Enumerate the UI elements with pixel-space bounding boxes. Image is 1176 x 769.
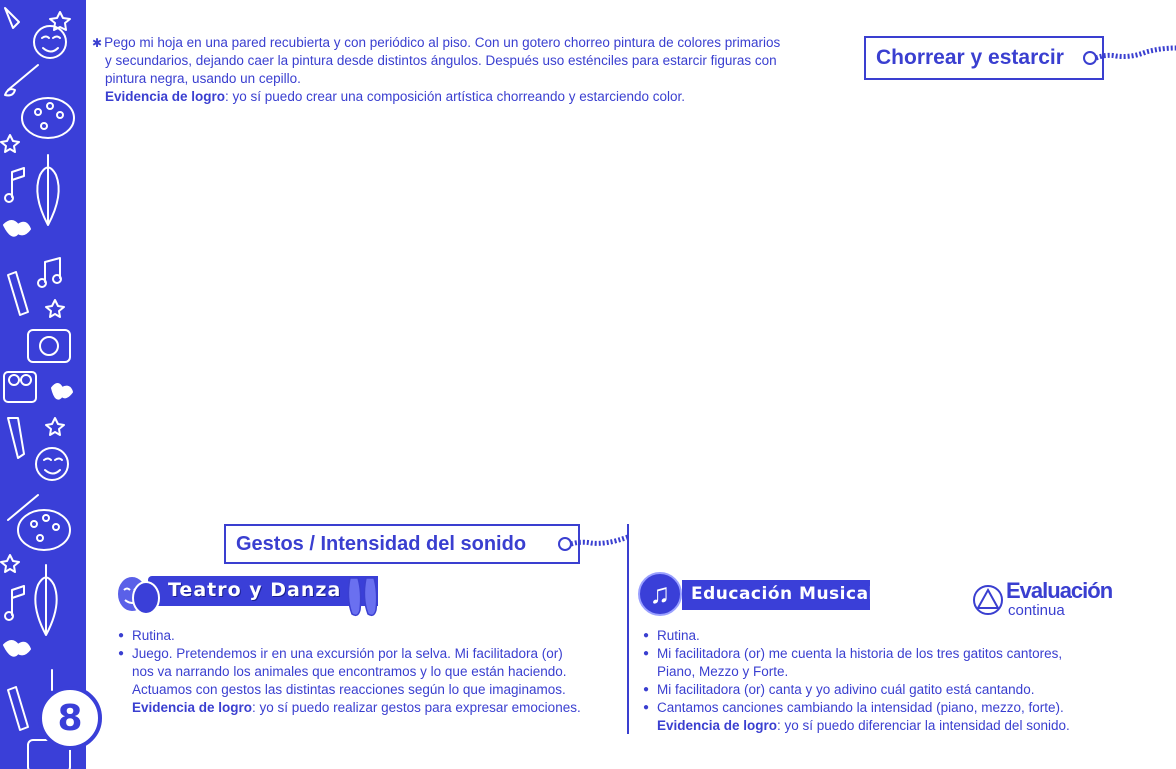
evidence-label: Evidencia de logro (132, 700, 253, 715)
evidence-text: : yo sí puedo realizar gestos para expresar emociones. (252, 700, 581, 715)
evidence-text: : yo sí puedo crear una composición artística chorreando y estarciendo color. (225, 89, 686, 104)
evidence-label: Evidencia de logro (105, 89, 226, 104)
list-item: ● Rutina. (643, 627, 1113, 645)
list-item-continuation: nos va narrando los animales que encontramos y lo que están haciendo. (132, 664, 567, 679)
section-title-text: Chorrear y estarcir (876, 46, 1064, 69)
evidence-line (118, 699, 623, 717)
music-note-icon: ♫ (638, 572, 682, 616)
top-activity-description (92, 34, 862, 106)
list-item: ● Rutina. (118, 627, 623, 645)
educacion-musical-header (638, 572, 878, 618)
evidence-line (643, 717, 1113, 735)
section-title-chorrear (864, 36, 1104, 80)
list-item: ● Cantamos canciones cambiando la intensidad (piano, mezzo, forte). (643, 699, 1113, 717)
arts-doodle-pattern-icon (0, 0, 86, 769)
triangle-circle-icon (972, 584, 1004, 616)
list-item-continuation: Piano, Mezzo y Forte. (657, 664, 789, 679)
ballet-shoes-icon (342, 574, 382, 620)
section-title-text: Gestos / Intensidad del sonido (236, 532, 527, 555)
paragraph-text-1: Pego mi hoja en una pared recubierta y con periódico al piso. Con un gotero chorreo pintura de colores primarios (104, 35, 781, 50)
educacion-musical-label: Educación Musical (691, 584, 875, 604)
section-title-gestos (224, 524, 580, 564)
teatro-activity-list (118, 627, 623, 717)
evaluacion-subtitle: continua (1008, 602, 1065, 619)
list-item: ● Mi facilitadora (or) canta y yo adivino cuál gatito está cantando. (643, 681, 1113, 699)
evaluacion-continua-logo (972, 578, 1112, 622)
list-item: ● Mi facilitadora (or) me cuenta la historia de los tres gatitos cantores, (643, 645, 1113, 663)
page-number: 8 (38, 686, 102, 750)
list-item: ● Juego. Pretendemos ir en una excursión por la selva. Mi facilitadora (or) (118, 645, 623, 663)
bullet-star-icon: ✱ (92, 36, 103, 50)
evaluacion-title: Evaluación (1006, 578, 1113, 603)
teatro-danza-header (114, 570, 384, 620)
evidence-label: Evidencia de logro (657, 718, 778, 733)
rope-icon (1080, 44, 1176, 68)
musica-activity-list (643, 627, 1113, 735)
theater-masks-icon (114, 570, 164, 620)
rope-icon (556, 532, 628, 554)
paragraph-line-2: y secundarios, dejando caer la pintura desde distintos ángulos. Después uso esténciles para estarcir figuras con (105, 53, 777, 68)
list-item-continuation: Actuamos con gestos las distintas reacciones según lo que imaginamos. (132, 682, 566, 697)
evidence-text: : yo sí puedo diferenciar la intensidad del sonido. (777, 718, 1070, 733)
paragraph-line-1 (92, 34, 862, 52)
decorative-side-strip (0, 0, 86, 769)
paragraph-line-3: pintura negra, usando un cepillo. (105, 71, 301, 86)
evidence-line-top (92, 88, 862, 106)
teatro-danza-label: Teatro y Danza (168, 579, 342, 601)
column-divider (627, 524, 629, 734)
